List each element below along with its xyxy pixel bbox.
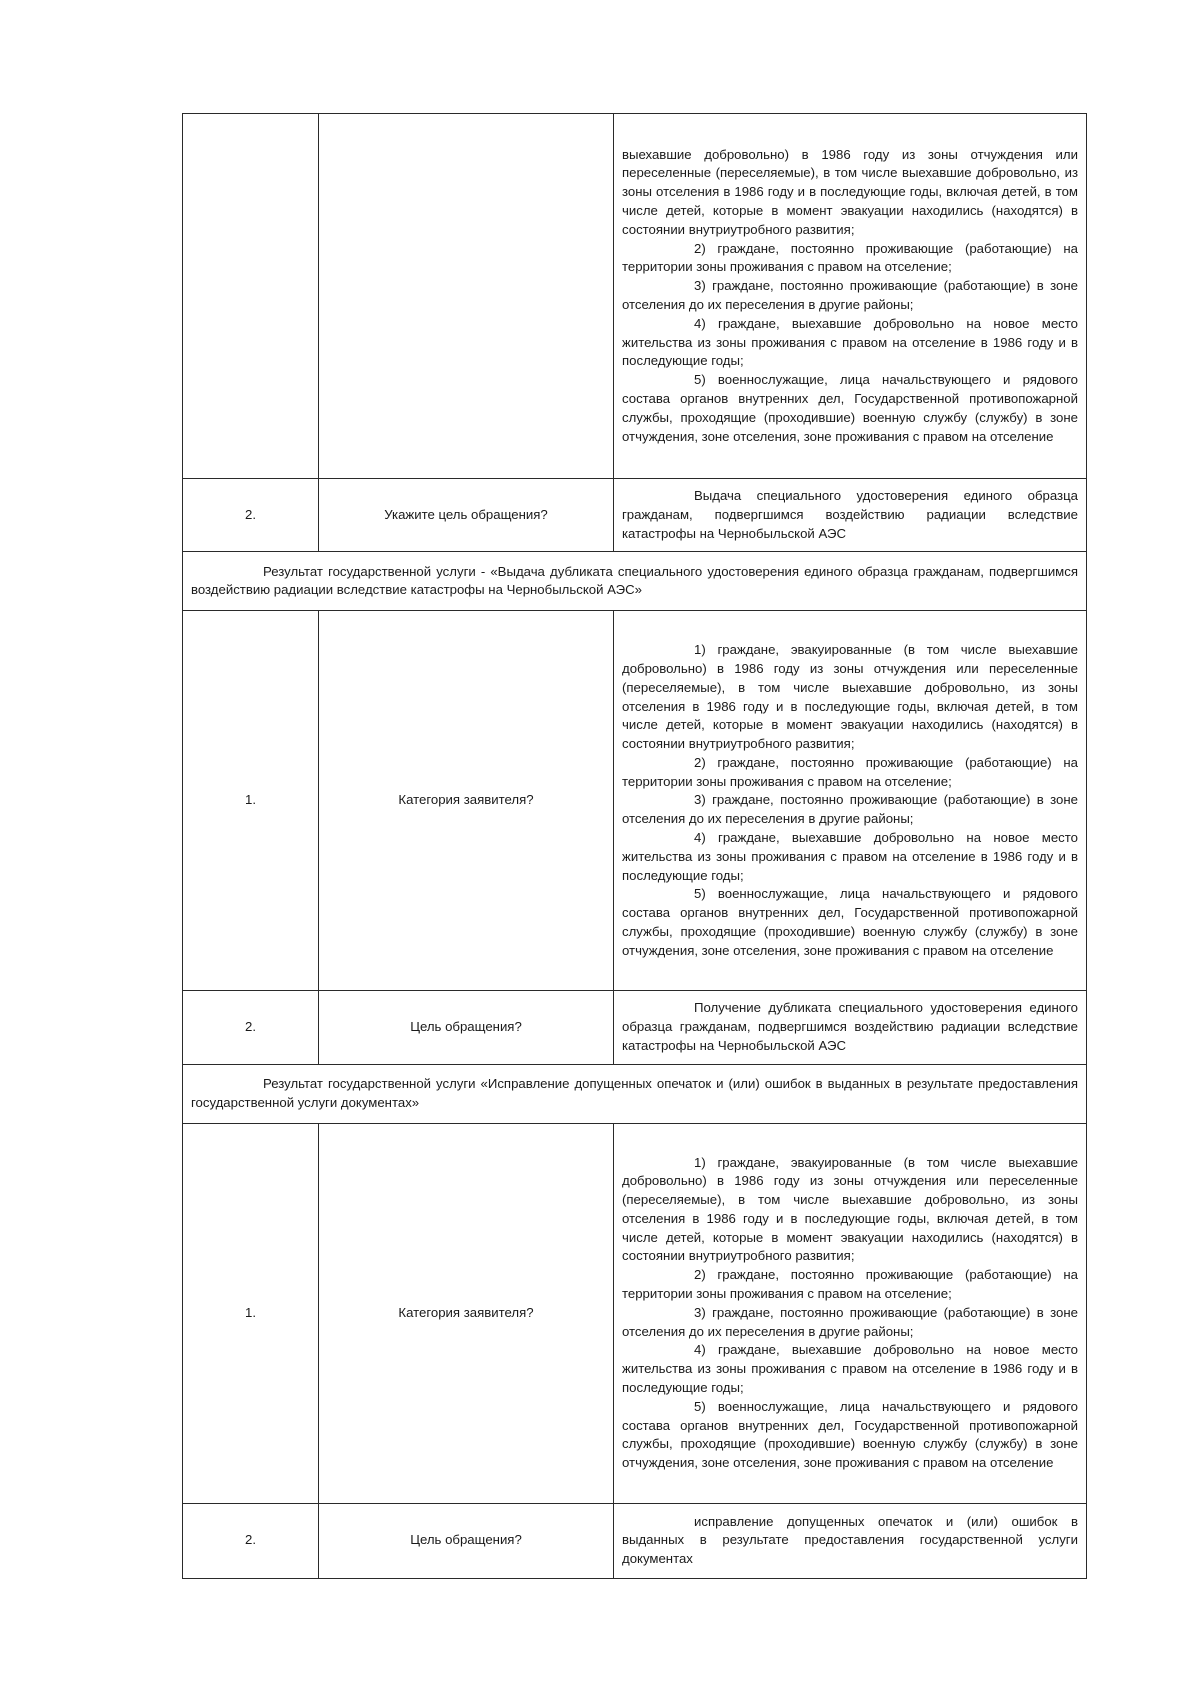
table-row	[183, 114, 1087, 479]
row-number: 1.	[245, 792, 256, 808]
row-number-cell	[183, 479, 319, 552]
answer-paragraph: 1) граждане, эвакуированные (в том числе выехавшие добровольно) в 1986 году из зоны отчуждения или переселенные (переселяемые), в том числе выехавшие добровольно, из зоны отселения в 1986 году и в последующие годы, включая детей, в том числе детей, которые в момент эвакуации находились (находятся) в состоянии внутриутробного развития;	[622, 642, 1078, 752]
answer-paragraph: 4) граждане, выехавшие добровольно на новое место жительства из зоны проживания с правом на отселение в 1986 году и в последующие годы;	[622, 830, 1078, 883]
answer-paragraph: 2) граждане, постоянно проживающие (работающие) на территории зоны проживания с правом на отселение;	[622, 240, 1078, 275]
applicant-profile-table	[182, 113, 1087, 1579]
answer-paragraph: 2) граждане, постоянно проживающие (работающие) на территории зоны проживания с правом на отселение;	[622, 1267, 1078, 1302]
row-number-cell	[183, 1123, 319, 1503]
answer-paragraph: 3) граждане, постоянно проживающие (работающие) в зоне отселения до их переселения в другие районы;	[622, 1304, 1078, 1339]
question-text: Укажите цель обращения?	[384, 506, 548, 522]
result-row	[183, 1064, 1087, 1123]
row-number: 2.	[245, 1532, 256, 1548]
answer-paragraph: 3) граждане, постоянно проживающие (работающие) в зоне отселения до их переселения в другие районы;	[622, 278, 1078, 312]
question-text: Цель обращения?	[410, 1532, 522, 1548]
question-cell	[319, 991, 614, 1064]
answer-cell	[614, 114, 1087, 479]
table-row	[183, 1503, 1087, 1578]
answer-paragraph: Получение дубликата специального удостоверения единого образца гражданам, подвергшимся воздействию радиации вследствие катастрофы на Чернобыльской АЭС	[622, 1000, 1078, 1053]
question-text: Цель обращения?	[410, 1019, 522, 1035]
row-number-cell	[183, 1503, 319, 1578]
answer-paragraph: 4) граждане, выехавшие добровольно на новое место жительства из зоны проживания с правом на отселение в 1986 году и в последующие годы;	[622, 1342, 1078, 1396]
question-text: Категория заявителя?	[398, 792, 534, 808]
answer-paragraph: 5) военнослужащие, лица начальствующего и рядового состава органов внутренних дел, Государственной противопожарной службы, проходящие (проходившие) военную службу (службу) в зоне отчуждения, зоне отселения, зоне проживания с правом на отселение	[622, 372, 1078, 444]
table-row	[183, 611, 1087, 991]
answer-cell	[614, 1123, 1087, 1503]
question-cell	[319, 114, 614, 479]
question-cell	[319, 611, 614, 991]
table-row	[183, 1123, 1087, 1503]
answer-cell	[614, 479, 1087, 552]
row-number: 2.	[245, 506, 256, 522]
answer-cell	[614, 1503, 1087, 1578]
answer-paragraph: 5) военнослужащие, лица начальствующего и рядового состава органов внутренних дел, Государственной противопожарной службы, проходящие (проходившие) военную службу (службу) в зоне отчуждения, зоне отселения, зоне проживания с правом на отселение	[622, 1398, 1078, 1471]
result-heading-cell	[183, 552, 1087, 611]
table-row	[183, 479, 1087, 552]
question-cell	[319, 1503, 614, 1578]
result-heading: Результат государственной услуги «Исправление допущенных опечаток и (или) ошибок в выданных в результате предоставления государственной услуги документах»	[191, 1075, 1078, 1110]
answer-paragraph: Выдача специального удостоверения единого образца гражданам, подвергшимся воздействию радиации вследствие катастрофы на Чернобыльской АЭС	[622, 488, 1078, 541]
question-cell	[319, 1123, 614, 1503]
result-row	[183, 552, 1087, 611]
answer-paragraph: 1) граждане, эвакуированные (в том числе выехавшие добровольно) в 1986 году из зоны отчуждения или переселенные (переселяемые), в том числе выехавшие добровольно, из зоны отселения в 1986 году и в последующие годы, включая детей, в том числе детей, которые в момент эвакуации находились (находятся) в состоянии внутриутробного развития;	[622, 1154, 1078, 1264]
row-number-cell	[183, 114, 319, 479]
row-number-cell	[183, 611, 319, 991]
table-row	[183, 991, 1087, 1064]
row-number: 2.	[245, 1019, 256, 1035]
question-cell	[319, 479, 614, 552]
question-text: Категория заявителя?	[398, 1304, 534, 1320]
answer-paragraph: 4) граждане, выехавшие добровольно на новое место жительства из зоны проживания с правом на отселение в 1986 году и в последующие годы;	[622, 315, 1078, 369]
answer-paragraph: 3) граждане, постоянно проживающие (работающие) в зоне отселения до их переселения в другие районы;	[622, 792, 1078, 827]
answer-paragraph: 2) граждане, постоянно проживающие (работающие) на территории зоны проживания с правом на отселение;	[622, 754, 1078, 789]
row-number-cell	[183, 991, 319, 1064]
answer-paragraph: выехавшие добровольно) в 1986 году из зоны отчуждения или переселенные (переселяемые), в том числе выехавшие добровольно, из зоны отселения в 1986 году и в последующие годы, включая детей, в том числе детей, которые в момент эвакуации находились (находятся) в состоянии внутриутробного развития;	[622, 146, 1078, 237]
answer-cell	[614, 611, 1087, 991]
result-heading-cell	[183, 1064, 1087, 1123]
result-heading: Результат государственной услуги - «Выдача дубликата специального удостоверения единого образца гражданам, подвергшимся воздействию радиации вследствие катастрофы на Чернобыльской АЭС»	[191, 563, 1078, 598]
answer-cell	[614, 991, 1087, 1064]
answer-paragraph: исправление допущенных опечаток и (или) ошибок в выданных в результате предоставления государственной услуги документах	[622, 1513, 1078, 1567]
row-number: 1.	[245, 1304, 256, 1320]
answer-paragraph: 5) военнослужащие, лица начальствующего и рядового состава органов внутренних дел, Государственной противопожарной службы, проходящие (проходившие) военную службу (службу) в зоне отчуждения, зоне отселения, зоне проживания с правом на отселение	[622, 886, 1078, 958]
